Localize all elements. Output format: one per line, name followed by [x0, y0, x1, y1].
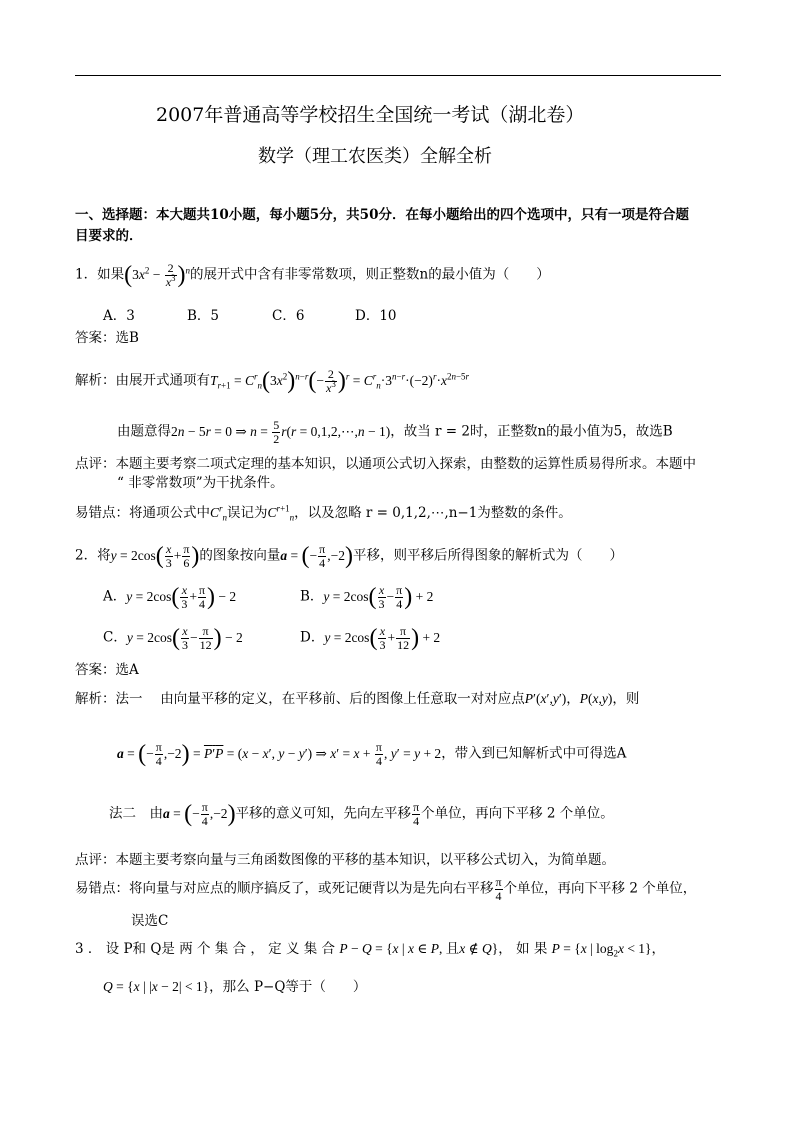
q2-pitfall: 易错点：将向量与对应点的顺序搞反了，或死记硬背以为是先向右平移 $\frac{\pi}{4}$ 个单位，再向下平移 2 个单位，: [75, 875, 697, 903]
question-3-cont: Q = {x | |x − 2| < 1}，那么 P−Q等于（ ）: [103, 979, 367, 995]
q1-comment-cont: “ 非零常数项”为干扰条件。: [117, 475, 284, 491]
section-heading: 一、选择题：本大题共10小题，每小题5分，共50分．在每小题给出的四个选项中，只有一项是符合题: [75, 207, 689, 223]
q2-method2: 法二 由a = (− $\frac{\pi}{4}$ ,−2)平移的意义可知，先向左平移 $\frac{\pi}{4}$ 个单位，再向下平移 2 个单位。: [109, 800, 614, 828]
q2-option-d: D．y = 2cos( $\frac{x}{3}$ + $\frac{\pi}{12}$ ) + 2: [300, 624, 441, 652]
q1-step2: 由题意得2n − 5r = 0 ⇒ n = $\frac{5}{2}$ r(r = 0,1,2,⋯,n − 1)，故当 r = 2时，正整数n的最小值为5，故选B: [117, 418, 673, 446]
q2-method1: 解析：法一 由向量平移的定义，在平移前、后的图像上任意取一对对应点P′(x′,y′)，P(x,y)，则: [75, 691, 640, 707]
q1-option-b: B．5: [187, 308, 220, 324]
section-heading-cont: 目要求的．: [75, 228, 143, 244]
q1-expression: ($3x^2$ − $\frac{2}{x^3}$ )$^n$: [124, 261, 191, 289]
q1-analysis: 解析：由展开式通项有$T_{r+1} = C^r_n(3x^2)^{n-r}(-$ $\frac{2}{x^3}$ )$^r = C^r_n\cdot 3^{n-r}\cdot(-2)^r\cdot x^{2n-5r}$: [75, 367, 470, 395]
q2-option-a: A．y = 2cos( $\frac{x}{3}$ + $\frac{\pi}{4}$ ) − 2: [103, 583, 237, 611]
q1-comment: 点评：本题主要考察二项式定理的基本知识，以通项公式切入探索，由整数的运算性质易得所求。本题中: [75, 456, 696, 472]
page-title: 2007年普通高等学校招生全国统一考试（湖北卷）: [156, 104, 585, 126]
page-subtitle: 数学（理工农医类）全解全析: [258, 146, 492, 167]
question-2: 2．将y = 2cos( $\frac{x}{3}$ + $\frac{\pi}{6}$ )的图象按向量a = (− $\frac{\pi}{4}$ ,−2)平移，则平移后所得图象的解析式为（ ）: [75, 542, 623, 570]
header-rule: [75, 75, 721, 76]
q2-comment: 点评：本题主要考察向量与三角函数图像的平移的基本知识，以平移公式切入，为简单题。: [75, 852, 615, 868]
q1-option-c: C．6: [272, 308, 305, 324]
q1-option-a: A．3: [103, 308, 135, 324]
question-3: 3 ． 设 P和 Q是 两 个 集 合 ， 定 义 集 合 P − Q = {x | x ∈ P, 且x ∉ Q}， 如 果 P = {x | $\log_2x < 1$}，: [75, 941, 666, 959]
q2-method1-formula: a = (− $\frac{\pi}{4}$ ,−2) = P′P = (x − x′, y − y′) ⇒ x′ = x + $\frac{\pi}{4}$ , y′ = y + 2，带入到已知解析式中可得选A: [117, 740, 627, 768]
q1-pitfall: 易错点：将通项公式中$C^r_n$误记为$C^{r+1}_n$，以及忽略 r = 0,1,2,⋯,n−1为整数的条件。: [75, 503, 572, 523]
question-1: 1．如果($3x^2$ − $\frac{2}{x^3}$ )$^n$的展开式中含有非零常数项，则正整数n的最小值为（ ）: [75, 261, 550, 289]
q1-option-d: D．10: [355, 308, 397, 324]
q2-option-c: C．y = 2cos( $\frac{x}{3}$ − $\frac{\pi}{12}$ ) − 2: [103, 624, 243, 652]
q2-answer: 答案：选A: [75, 662, 139, 678]
q2-pitfall-cont: 误选C: [131, 913, 169, 929]
q2-option-b: B．y = 2cos( $\frac{x}{3}$ − $\frac{\pi}{4}$ ) + 2: [300, 583, 434, 611]
q1-answer: 答案：选B: [75, 330, 139, 346]
